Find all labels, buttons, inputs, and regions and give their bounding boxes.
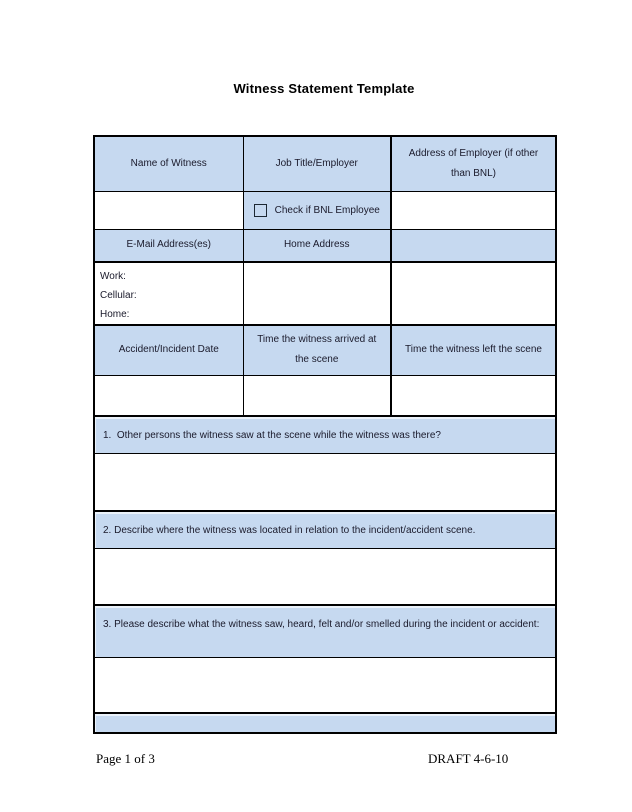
table-row-question-3	[94, 605, 556, 657]
table-row-question-2	[94, 511, 556, 548]
witness-form-table	[93, 135, 557, 734]
bnl-employee-checkbox-label: Check if BNL Employee	[274, 204, 380, 216]
header-time-left: Time the witness left the scene	[391, 325, 556, 375]
name-of-witness-input-cell[interactable]	[94, 191, 243, 229]
header-job-title-employer: Job Title/Employer	[243, 136, 391, 191]
header-accident-incident-date: Accident/Incident Date	[94, 325, 243, 375]
header-address-of-employer: Address of Employer (if other than BNL)	[391, 136, 556, 191]
question-3-label: 3. Please describe what the witness saw, heard, felt and/or smelled during the incident or accident:	[94, 605, 556, 657]
table-row-bottom-bar	[94, 713, 556, 733]
table-row-headers-2	[94, 229, 556, 262]
email-label-work: Work:	[100, 271, 126, 282]
answer-1-input-cell[interactable]	[94, 453, 556, 511]
bottom-blue-bar	[94, 713, 556, 733]
draft-version-label: DRAFT 4-6-10	[428, 751, 509, 766]
table-row-answer-2	[94, 548, 556, 605]
header-email-addresses: E-Mail Address(es)	[94, 229, 243, 262]
time-left-input-cell[interactable]	[391, 375, 556, 416]
header-home-address: Home Address	[243, 229, 391, 262]
time-arrived-input-cell[interactable]	[243, 375, 391, 416]
page-number: Page 1 of 3	[96, 751, 155, 766]
home-address-input-cell[interactable]	[243, 262, 391, 325]
table-row-answer-1	[94, 453, 556, 511]
employer-address-input-cell-2[interactable]	[391, 262, 556, 325]
table-row-inputs-1	[94, 191, 556, 229]
table-row-inputs-3	[94, 375, 556, 416]
question-1-label: 1. Other persons the witness saw at the scene while the witness was there?	[94, 416, 556, 453]
table-row-headers-3	[94, 325, 556, 375]
table-row-answer-3	[94, 657, 556, 713]
employer-address-input-cell[interactable]	[391, 191, 556, 229]
header-time-arrived: Time the witness arrived at the scene	[243, 325, 391, 375]
answer-2-input-cell[interactable]	[94, 548, 556, 605]
table-row-question-1	[94, 416, 556, 453]
question-2-label: 2. Describe where the witness was located in relation to the incident/accident scene.	[94, 511, 556, 548]
table-row-inputs-2	[94, 262, 556, 325]
email-label-cellular: Cellular:	[100, 290, 137, 301]
answer-3-input-cell[interactable]	[94, 657, 556, 713]
bnl-employee-checkbox[interactable]	[254, 204, 267, 217]
bnl-employee-cell	[243, 191, 391, 229]
table-row-headers-1	[94, 136, 556, 191]
email-label-home: Home:	[100, 309, 130, 320]
email-input-cell[interactable]	[94, 262, 243, 325]
header-name-of-witness: Name of Witness	[94, 136, 243, 191]
accident-date-input-cell[interactable]	[94, 375, 243, 416]
blank-blue-cell	[391, 229, 556, 262]
page-title: Witness Statement Template	[233, 81, 415, 96]
